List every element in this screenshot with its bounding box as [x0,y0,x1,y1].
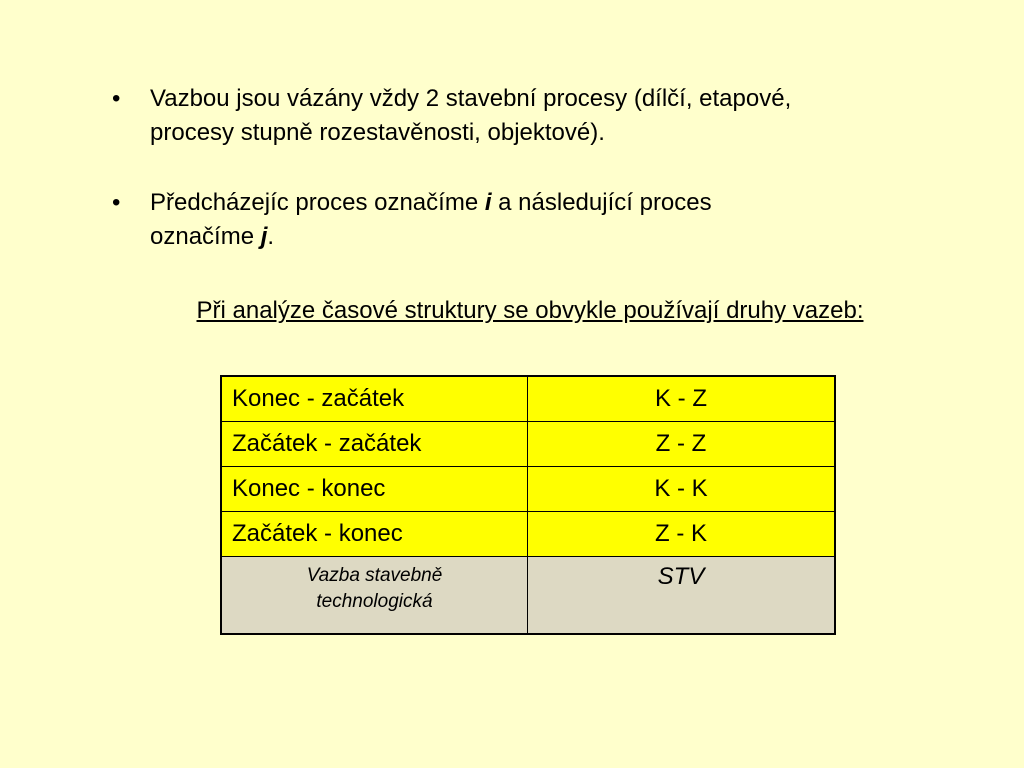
bond-code: Z - K [528,512,836,557]
bullet-line: procesy stupně rozestavěnosti, objektové). [150,119,605,146]
bond-name: Začátek - konec [221,512,528,557]
bullet-text [150,82,902,150]
table-row [221,376,835,422]
bond-code: STV [528,557,836,635]
bond-code: K - Z [528,376,836,422]
bullet-text-part: . [267,223,275,250]
bond-code: K - K [528,467,836,512]
bond-types-table [220,375,836,635]
bond-name: Začátek - začátek [221,422,528,467]
table-row [221,557,835,635]
bullet-symbol: • [112,189,121,216]
table-row [221,422,835,467]
table-row [221,512,835,557]
table-row [221,467,835,512]
bullet-item [112,82,902,150]
bullet-text-part: a následující proces [491,189,712,216]
bond-name-line: Vazba stavebně [306,565,443,586]
bullet-text-part: označíme [150,223,261,250]
subheading: Při analýze časové struktury se obvykle používají druhy vazeb: [196,297,864,324]
bond-name: Konec - začátek [221,376,528,422]
bullet-symbol: • [112,85,121,112]
bond-code: Z - Z [528,422,836,467]
bullet-item [112,186,902,254]
variable-j: j [260,223,268,250]
bullet-line: Vazbou jsou vázány vždy 2 stavební procesy (dílčí, etapové, [150,85,792,112]
bond-name: Konec - konec [221,467,528,512]
bullet-text-part: Předcházejíc proces označíme [150,189,485,216]
bond-name-line: technologická [316,591,433,612]
bullet-text [150,186,902,254]
bond-name [221,557,528,635]
variable-i: i [484,189,492,216]
